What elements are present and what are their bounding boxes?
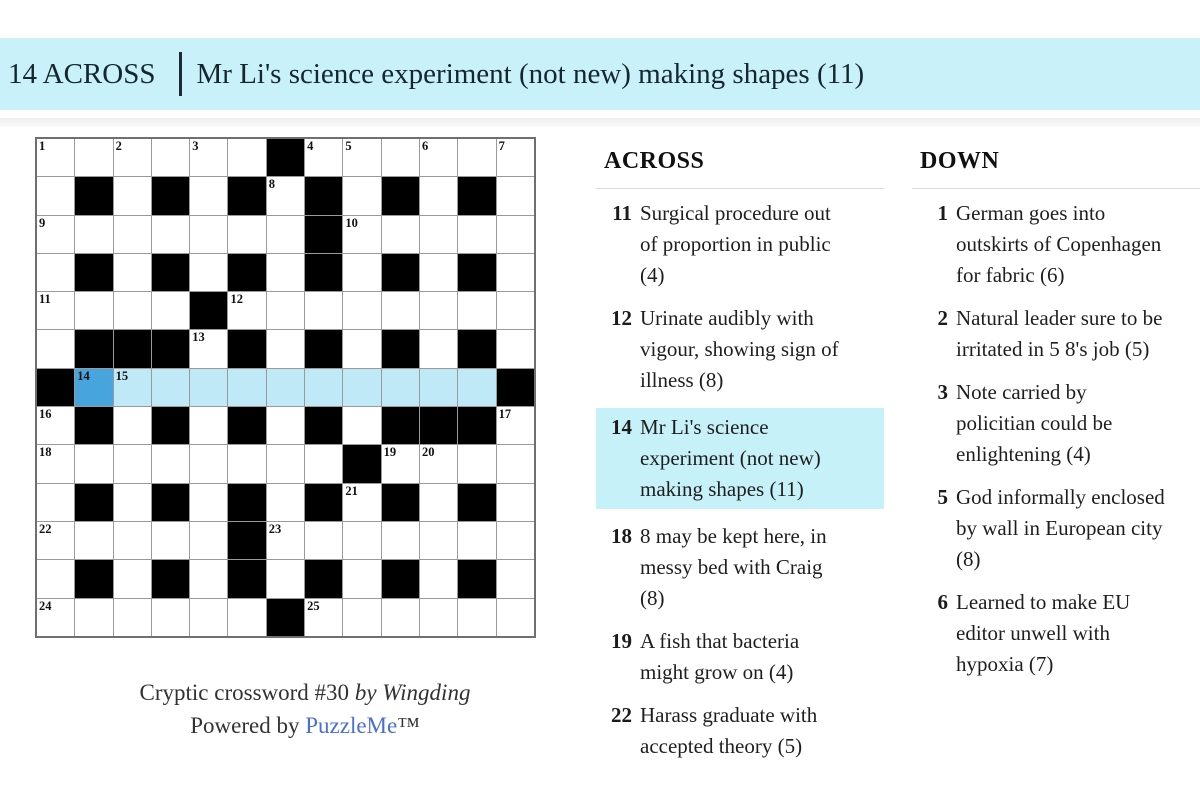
grid-cell-black — [267, 599, 304, 636]
grid-cell[interactable] — [190, 407, 227, 444]
grid-cell[interactable] — [497, 254, 534, 291]
grid-cell-black — [382, 484, 419, 521]
grid-cell-number: 5 — [345, 139, 352, 153]
grid-cell-black — [152, 484, 189, 521]
grid-cell[interactable] — [420, 254, 457, 291]
grid-cell[interactable] — [497, 330, 534, 367]
grid-cell-black — [152, 254, 189, 291]
grid-cell-number: 24 — [39, 598, 52, 613]
grid-cell[interactable] — [497, 407, 534, 444]
grid-cell[interactable] — [420, 484, 457, 521]
grid-cell[interactable] — [305, 292, 342, 329]
grid-cell-black — [228, 407, 265, 444]
clue-item-5[interactable] — [912, 482, 1200, 575]
grid-cell-number: 8 — [268, 177, 276, 192]
grid-cell-number: 13 — [192, 330, 205, 345]
grid-cell[interactable] — [267, 177, 304, 214]
grid-cell[interactable] — [190, 369, 227, 406]
grid-cell-number: 19 — [383, 445, 397, 460]
grid-cell-black — [305, 216, 342, 253]
grid-cell[interactable] — [152, 216, 189, 253]
grid-cell[interactable] — [497, 484, 534, 521]
grid-cell[interactable] — [420, 139, 457, 176]
grid-cell[interactable] — [497, 292, 534, 329]
down-clues-panel — [912, 148, 1200, 692]
grid-cell[interactable] — [382, 292, 419, 329]
grid-cell-black — [305, 484, 342, 521]
grid-cell-black — [75, 177, 112, 214]
grid-cell-black — [305, 330, 342, 367]
grid-cell[interactable] — [497, 177, 534, 214]
grid-cell[interactable] — [37, 407, 74, 444]
clue-item-11[interactable] — [596, 198, 884, 291]
grid-cell[interactable] — [37, 254, 74, 291]
grid-cell[interactable] — [497, 599, 534, 636]
grid-cell-black — [152, 560, 189, 597]
grid-cell[interactable] — [497, 560, 534, 597]
grid-cell[interactable] — [37, 177, 74, 214]
grid-cell[interactable] — [152, 369, 189, 406]
grid-cell[interactable] — [37, 330, 74, 367]
grid-cell[interactable] — [343, 484, 380, 521]
clue-number: 3 — [937, 380, 948, 404]
clue-item-14[interactable] — [596, 408, 884, 509]
grid-cell-black — [228, 177, 265, 214]
grid-cell-black — [75, 560, 112, 597]
puzzleme-link[interactable]: PuzzleMe — [305, 713, 398, 738]
clue-item-3[interactable] — [912, 377, 1200, 470]
grid-cell[interactable] — [382, 522, 419, 559]
grid-cell[interactable] — [458, 216, 495, 253]
grid-cell[interactable] — [228, 139, 265, 176]
grid-cell[interactable] — [343, 522, 380, 559]
grid-cell[interactable] — [497, 216, 534, 253]
grid-cell-black — [152, 330, 189, 367]
puzzle-title: Cryptic crossword #30 — [139, 680, 355, 705]
banner-divider — [179, 52, 182, 96]
grid-cell-number: 18 — [39, 445, 52, 460]
grid-cell[interactable] — [190, 177, 227, 214]
clue-item-6[interactable] — [912, 587, 1200, 680]
grid-cell-black — [382, 330, 419, 367]
grid-cell[interactable] — [152, 139, 189, 176]
grid-cell[interactable] — [190, 522, 227, 559]
crossword-grid[interactable] — [35, 137, 536, 638]
puzzle-byline: by Wingding — [354, 680, 471, 705]
grid-cell[interactable] — [152, 445, 189, 482]
grid-cell[interactable] — [75, 292, 112, 329]
clue-number: 18 — [611, 524, 632, 548]
grid-cell[interactable] — [75, 445, 112, 482]
grid-cell[interactable] — [382, 599, 419, 636]
grid-cell-number: 15 — [115, 368, 129, 383]
grid-cell[interactable] — [267, 407, 304, 444]
grid-cell[interactable] — [267, 292, 304, 329]
grid-cell[interactable] — [343, 560, 380, 597]
across-header: ACROSS — [596, 148, 884, 189]
grid-cell[interactable] — [37, 560, 74, 597]
grid-cell-number: 2 — [115, 139, 122, 153]
grid-cell-black — [190, 292, 227, 329]
grid-cell-black — [343, 445, 380, 482]
grid-cell[interactable] — [420, 522, 457, 559]
clue-text: Urinate audibly with vigour, showing sign of illness (8) — [640, 306, 839, 392]
grid-cell[interactable] — [190, 139, 227, 176]
grid-cell-number: 12 — [230, 292, 243, 307]
grid-cell[interactable] — [343, 292, 380, 329]
grid-cell[interactable] — [37, 292, 74, 329]
clue-number: 22 — [611, 703, 632, 727]
grid-cell[interactable] — [114, 139, 151, 176]
clue-text: Learned to make EU editor unwell with hypoxia (7) — [956, 590, 1131, 676]
grid-cell[interactable] — [267, 560, 304, 597]
grid-cell[interactable] — [497, 522, 534, 559]
grid-cell-black — [497, 369, 534, 406]
clue-text: Note carried by policitian could be enlightening (4) — [956, 380, 1113, 466]
grid-cell[interactable] — [114, 445, 151, 482]
powered-by-text: Powered by — [190, 713, 306, 738]
down-clue-list — [912, 198, 1200, 680]
grid-cell[interactable] — [114, 254, 151, 291]
grid-cell-black — [458, 330, 495, 367]
grid-cell[interactable] — [190, 560, 227, 597]
grid-cell[interactable] — [343, 599, 380, 636]
grid-cell[interactable] — [190, 445, 227, 482]
grid-cell[interactable] — [420, 330, 457, 367]
powered-by-line — [35, 709, 575, 742]
grid-cell-black — [458, 254, 495, 291]
clue-item-19[interactable] — [596, 626, 884, 688]
grid-cell[interactable] — [190, 599, 227, 636]
grid-cell[interactable] — [228, 599, 265, 636]
grid-cell-number: 25 — [307, 598, 320, 613]
grid-cell-black — [228, 254, 265, 291]
grid-cell[interactable] — [382, 216, 419, 253]
current-clue-reference: 14 ACROSS — [8, 57, 156, 90]
grid-cell[interactable] — [305, 599, 342, 636]
clue-number: 5 — [937, 485, 948, 509]
grid-cell-black — [228, 330, 265, 367]
grid-cell[interactable] — [37, 216, 74, 253]
grid-cell[interactable] — [343, 139, 380, 176]
grid-cell[interactable] — [343, 407, 380, 444]
grid-cell[interactable] — [114, 522, 151, 559]
grid-cell[interactable] — [228, 216, 265, 253]
clue-number: 19 — [611, 629, 632, 653]
puzzle-caption — [35, 676, 575, 742]
grid-cell-black — [420, 407, 457, 444]
clue-item-12[interactable] — [596, 303, 884, 396]
grid-cell[interactable] — [114, 216, 151, 253]
grid-cell-black — [458, 484, 495, 521]
grid-cell[interactable] — [190, 254, 227, 291]
grid-cell-black — [382, 254, 419, 291]
grid-cell[interactable] — [420, 177, 457, 214]
grid-cell[interactable] — [114, 560, 151, 597]
grid-cell-number: 7 — [498, 139, 505, 153]
grid-cell[interactable] — [37, 139, 74, 176]
clue-text: Natural leader sure to be irritated in 5 8's job (5) — [956, 306, 1163, 361]
grid-cell-black — [228, 484, 265, 521]
puzzle-title-line — [35, 676, 575, 709]
across-clues-panel — [596, 148, 884, 774]
grid-cell[interactable] — [343, 254, 380, 291]
grid-cell-black — [305, 254, 342, 291]
grid-cell-number: 16 — [39, 407, 52, 422]
grid-cell-black — [382, 177, 419, 214]
grid-cell[interactable] — [190, 330, 227, 367]
grid-cell[interactable] — [343, 177, 380, 214]
grid-cell[interactable] — [458, 369, 495, 406]
grid-cell-black — [458, 560, 495, 597]
grid-cell-number: 20 — [421, 445, 435, 460]
grid-cell-black — [305, 560, 342, 597]
grid-cell[interactable] — [382, 369, 419, 406]
clue-text: A fish that bacteria might grow on (4) — [640, 629, 800, 684]
grid-cell[interactable] — [420, 216, 457, 253]
grid-cell[interactable] — [420, 369, 457, 406]
clue-text: 8 may be kept here, in messy bed with Craig (8) — [640, 524, 827, 610]
grid-cell-number: 3 — [192, 139, 199, 153]
grid-cell-number: 4 — [307, 139, 314, 153]
grid-cell-black — [152, 177, 189, 214]
grid-cell[interactable] — [114, 407, 151, 444]
clue-number: 11 — [612, 201, 632, 225]
grid-cell[interactable] — [37, 484, 74, 521]
grid-cell-number: 1 — [39, 139, 46, 153]
clue-item-2[interactable] — [912, 303, 1200, 365]
current-clue-banner — [0, 38, 1200, 110]
grid-cell[interactable] — [343, 216, 380, 253]
clue-number: 14 — [611, 415, 632, 439]
down-header: DOWN — [912, 148, 1200, 189]
grid-cell[interactable] — [458, 139, 495, 176]
grid-cell[interactable] — [228, 292, 265, 329]
grid-cell[interactable] — [458, 292, 495, 329]
grid-cell[interactable] — [152, 599, 189, 636]
current-clue-text: Mr Li's science experiment (not new) making shapes (11) — [196, 57, 865, 90]
grid-cell[interactable] — [228, 369, 265, 406]
grid-cell[interactable] — [267, 484, 304, 521]
grid-cell-black — [382, 407, 419, 444]
grid-cell[interactable] — [114, 484, 151, 521]
grid-cell[interactable] — [497, 139, 534, 176]
grid-cell-black — [75, 254, 112, 291]
grid-cell-black — [382, 560, 419, 597]
grid-cell-black — [458, 177, 495, 214]
grid-cell-black — [267, 139, 304, 176]
grid-cell-number: 21 — [345, 483, 358, 498]
clue-number: 12 — [611, 306, 632, 330]
clue-number: 1 — [937, 201, 948, 225]
grid-cell-number: 17 — [498, 407, 512, 422]
grid-cell-number: 10 — [345, 215, 358, 230]
trademark-symbol: ™ — [397, 713, 420, 738]
grid-cell[interactable] — [267, 330, 304, 367]
clue-item-1[interactable] — [912, 198, 1200, 291]
grid-cell-number: 14 — [77, 368, 90, 383]
across-clue-list — [596, 198, 884, 762]
grid-cell[interactable] — [190, 216, 227, 253]
grid-cell[interactable] — [305, 522, 342, 559]
grid-cell-number: 6 — [421, 139, 429, 153]
grid-cell[interactable] — [305, 369, 342, 406]
grid-cell[interactable] — [267, 216, 304, 253]
clue-text: Harass graduate with accepted theory (5) — [640, 703, 818, 758]
grid-cell[interactable] — [267, 254, 304, 291]
grid-cell-black — [228, 560, 265, 597]
grid-cell[interactable] — [75, 139, 112, 176]
grid-cell[interactable] — [458, 522, 495, 559]
grid-cell[interactable] — [458, 599, 495, 636]
grid-cell-black — [305, 177, 342, 214]
grid-cell-number: 9 — [39, 215, 46, 230]
grid-cell[interactable] — [114, 369, 151, 406]
grid-cell[interactable] — [37, 445, 74, 482]
grid-cell-number: 22 — [39, 521, 52, 536]
grid-cell-black — [75, 407, 112, 444]
grid-cell[interactable] — [305, 445, 342, 482]
banner-shadow-strip — [0, 118, 1200, 127]
grid-cell[interactable] — [382, 445, 419, 482]
grid-cell[interactable] — [343, 330, 380, 367]
grid-cell[interactable] — [497, 445, 534, 482]
grid-cell[interactable] — [420, 560, 457, 597]
grid-cell[interactable] — [114, 599, 151, 636]
clue-number: 2 — [937, 306, 948, 330]
grid-cell[interactable] — [267, 445, 304, 482]
grid-cell[interactable] — [152, 522, 189, 559]
grid-cell[interactable] — [458, 445, 495, 482]
grid-cell[interactable] — [228, 445, 265, 482]
grid-cell[interactable] — [114, 292, 151, 329]
grid-cell[interactable] — [420, 292, 457, 329]
grid-cell[interactable] — [152, 292, 189, 329]
grid-cell[interactable] — [190, 484, 227, 521]
grid-cell[interactable] — [343, 369, 380, 406]
grid-cell-number: 11 — [39, 292, 51, 307]
clue-text: German goes into outskirts of Copenhagen for fabric (6) — [956, 201, 1162, 287]
grid-cell[interactable] — [305, 139, 342, 176]
grid-cell[interactable] — [420, 445, 457, 482]
grid-cell[interactable] — [420, 599, 457, 636]
grid-cell-black — [458, 407, 495, 444]
clue-item-18[interactable] — [596, 521, 884, 614]
clue-item-22[interactable] — [596, 700, 884, 762]
grid-cell[interactable] — [75, 216, 112, 253]
grid-cell[interactable] — [267, 522, 304, 559]
grid-cell[interactable] — [37, 599, 74, 636]
grid-cell-black — [114, 330, 151, 367]
grid-cell[interactable] — [37, 522, 74, 559]
grid-cell[interactable] — [114, 177, 151, 214]
clue-number: 6 — [937, 590, 948, 614]
grid-cell-black — [152, 407, 189, 444]
grid-cell[interactable] — [382, 139, 419, 176]
grid-cell[interactable] — [75, 522, 112, 559]
grid-cell-black — [75, 484, 112, 521]
grid-cell-black — [75, 330, 112, 367]
grid-cell[interactable] — [267, 369, 304, 406]
grid-cell-black — [37, 369, 74, 406]
grid-cell-black — [228, 522, 265, 559]
grid-cell[interactable] — [75, 599, 112, 636]
clue-text: Surgical procedure out of proportion in public (4) — [640, 201, 831, 287]
clue-text: God informally enclosed by wall in European city (8) — [956, 485, 1165, 571]
grid-cell-number: 23 — [268, 521, 282, 536]
clue-text: Mr Li's science experiment (not new) making shapes (11) — [640, 415, 821, 501]
grid-cell[interactable] — [75, 369, 112, 406]
grid-cell-black — [305, 407, 342, 444]
